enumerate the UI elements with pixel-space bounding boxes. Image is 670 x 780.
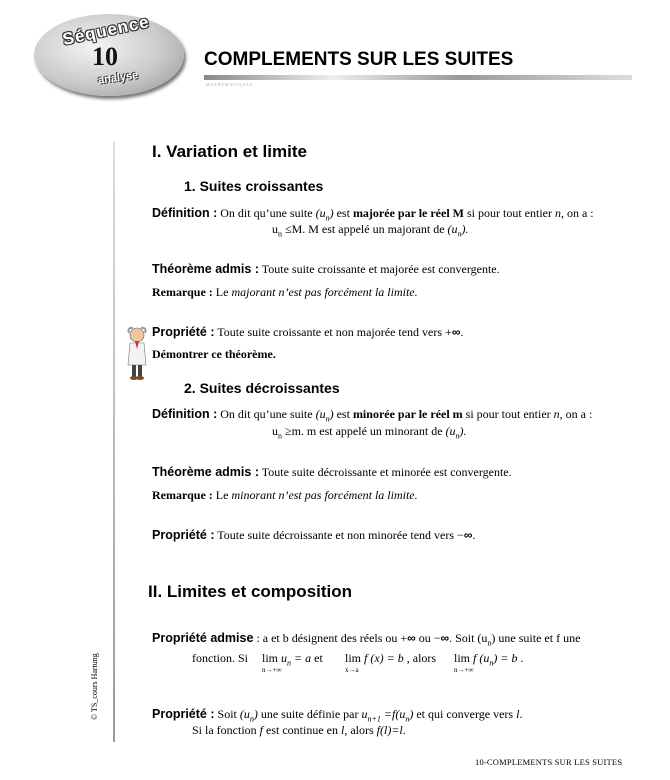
page-footer: 10-COMPLEMENTS SUR LES SUITES (475, 757, 623, 767)
title-rule (204, 75, 632, 80)
limit-un-under: n→+∞ (262, 666, 282, 674)
property-point-fixe: Propriété : Soit $(u_n)$ une suite définie par $u_{n+1} =f(u_n)$ et qui converge vers l. (152, 707, 523, 724)
definition-minoree: Définition : On dit qu’une suite $(u_n)$ est minorée par le réel m si pour tout entier n, on a : (152, 407, 593, 424)
margin-line (113, 142, 115, 742)
theorem-croissante: Théorème admis : Toute suite croissante et majorée est convergente. (152, 262, 500, 276)
rule-subtext: MATHEMATIQUES (206, 82, 253, 87)
badge-word: Séquence (60, 12, 152, 49)
professor-icon (124, 325, 150, 381)
theorem-decroissante: Théorème admis : Toute suite décroissante et minorée est convergente. (152, 465, 512, 479)
page-title: COMPLEMENTS SUR LES SUITES (204, 49, 514, 70)
subsection-2-title: 2. Suites décroissantes (184, 380, 340, 396)
limit-f-under: x→a (345, 666, 359, 674)
property-non-majoree: Propriété : Toute suite croissante et non majorée tend vers +∞. (152, 325, 464, 339)
demonstrate-note: Démontrer ce théorème. (152, 347, 276, 361)
property-admise: Propriété admise : a et b désignent des réels ou +∞ ou −∞. Soit $(u_n)$ une suite et f une (152, 631, 581, 648)
section-1-title: I. Variation et limite (152, 142, 307, 161)
section-2-title: II. Limites et composition (148, 582, 353, 601)
definition-majoree-line2: $u_n \le M$. M est appelé un majorant de $(u_n)$. (272, 222, 469, 239)
limit-f: lim f (x) = b , alors (345, 651, 437, 665)
limit-composee-under: n→+∞ (454, 666, 474, 674)
limit-composee: lim f $(u_n) = b$ . (454, 651, 524, 668)
side-credit: © TS_cours Hartung (90, 653, 99, 720)
property-point-fixe-line2: Si la fonction f est continue en l, alors f(l)=l. (192, 723, 406, 737)
definition-majoree: Définition : On dit qu’une suite $(u_n)$ est majorée par le réel M si pour tout entier n, on a : (152, 206, 594, 223)
remark-minorant: Remarque : Le minorant n’est pas forcément la limite. (152, 488, 418, 502)
property-non-minoree: Propriété : Toute suite décroissante et non minorée tend vers −∞. (152, 528, 476, 542)
definition-minoree-line2: $u_n \ge m$. m est appelé un minorant de $(u_n)$. (272, 424, 467, 441)
property-admise-line2: fonction. Si (192, 651, 248, 665)
limit-un: $\lim u_n = a$ et (262, 651, 323, 668)
badge-number: 10 (92, 42, 118, 71)
badge-subject: analyse (97, 69, 140, 87)
remark-majorant: Remarque : Le majorant n’est pas forcément la limite. (152, 285, 418, 299)
subsection-1-title: 1. Suites croissantes (184, 178, 324, 194)
